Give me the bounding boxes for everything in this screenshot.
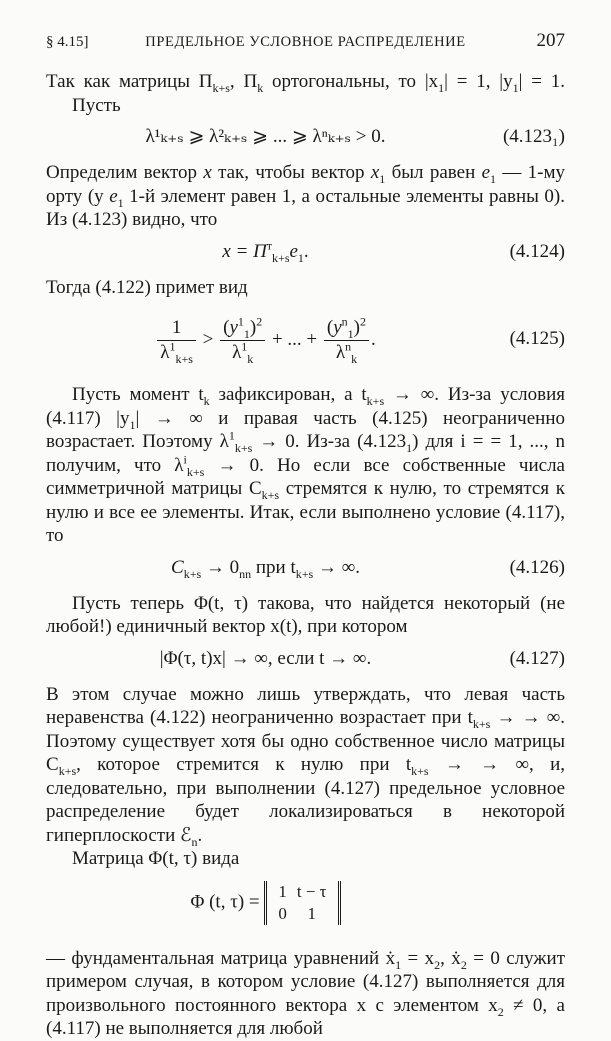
running-header	[46, 30, 565, 56]
paragraph-orthogonal: Так как матрицы $\Pi_{k+s}$, $\Pi_k$ ортогональны, то $|x_1| = 1$, $|y_1| = 1$.	[46, 71, 565, 95]
fraction-lhs: $\frac{1}{\lambda^1_{k+s}}$	[157, 317, 196, 364]
equation-4-127	[46, 647, 565, 673]
section-ref: § 4.15]	[46, 34, 89, 50]
page-body	[46, 70, 565, 1041]
paragraph-define-vector: Определим вектор x так, чтобы вектор $x_1$ был равен $e_1$ — 1-му орту (у $e_1$ 1-й элемент равен 1, а остальные элементы равны 0). Из (4.123) видно, что	[46, 162, 566, 230]
fraction-first-term: $\frac{(y^1_1)^2}{\lambda^1_k}$	[220, 317, 265, 364]
equation-number: (4.124)	[509, 240, 565, 262]
paragraph-then: Тогда (4.122) примет вид	[46, 276, 248, 298]
equation-4-123-1	[46, 125, 565, 151]
equation-body: $C_{k+s} \to 0_{nn}$ при $t_{k+s}$ → ∞.	[171, 556, 360, 581]
equation-body: $\frac{1}{\lambda^1_{k+s}}$ > $\frac{(y^1_1)^2}{\lambda^1_k}$ + ... + $\frac{(y^n_1)^2}{\lambda^n_k}$ .	[46, 317, 485, 364]
equation-4-125	[46, 309, 565, 369]
equation-phi-matrix	[46, 881, 565, 931]
fraction-last-term: $\frac{(y^n_1)^2}{\lambda^n_k}$	[324, 317, 369, 364]
equation-body: $x = \Pi^т_{k+s}e_1$.	[222, 238, 309, 265]
equation-number: (4.126)	[509, 556, 565, 578]
equation-number: (4.127)	[509, 647, 565, 669]
equation-body: λ¹ₖ₊ₛ ⩾ λ²ₖ₊ₛ ⩾ ... ⩾ λⁿₖ₊ₛ > 0.	[145, 126, 386, 147]
paragraph-matrix-phi: Матрица Φ(t, τ) вида	[72, 848, 240, 869]
chapter-title: ПРЕДЕЛЬНОЕ УСЛОВНОЕ РАСПРЕДЕЛЕНИЕ	[145, 34, 466, 50]
page-number: 207	[536, 30, 565, 51]
equation-body: Φ (t, τ) = 1 t − τ 0 1	[46, 881, 485, 925]
equation-number: (4.123₁)	[502, 126, 565, 147]
equation-body: |Φ(τ, t)x| → ∞, если t → ∞.	[159, 647, 372, 669]
paragraph-phi-such: Пусть теперь Φ(t, τ) такова, что найдется некоторый (не любой!) единичный вектор x(t), при котором	[46, 592, 565, 637]
equation-4-124	[46, 240, 565, 266]
paragraph-let: Пусть	[72, 94, 121, 116]
equation-number: (4.125)	[509, 328, 565, 349]
paragraph-moment-fixed: Пусть момент $t_k$ зафиксирован, а $t_{k+s}$ → ∞. Из-за условия (4.117) $|y_1|$ → ∞ и правая часть (4.125) неограниченно возрастает. Поэтому $\lambda^1_{k+s} \to 0$. Из-за $(4.123_1)$ для i = = 1, ..., n получим, что $\lambda^i_{k+s} \to 0$. Но если все собственные числа симметричной матрицы $C_{k+s}$ стремятся к нулю, то стремятся к нулю и все ее элементы. Итак, если выполнено условие (4.117), то	[46, 384, 565, 546]
equation-4-126	[46, 556, 565, 582]
matrix: 1 t − τ 0 1	[264, 881, 340, 925]
paragraph-in-this-case: В этом случае можно лишь утверждать, что левая часть неравенства (4.122) неограниченно возрастает при $t_{k+s}$ → → ∞. Поэтому существует хотя бы одно собственное число матрицы $C_{k+s}$, которое стремится к нулю при $t_{k+s}$ → → ∞, и, следовательно, при выполнении (4.127) предельное условное распределение будет локализироваться в некоторой гиперплоскости ℰ$_n$.	[46, 683, 566, 849]
paragraph-fundamental: — фундаментальная матрица уравнений ẋ$_1$ = $x_2$, ẋ$_2$ = 0 служит примером случая, в котором условие (4.127) выполняется для произвольного постоянного вектора x с элементом $x_2 \ne 0$, а (4.117) не выполняется для любой	[46, 947, 565, 1039]
